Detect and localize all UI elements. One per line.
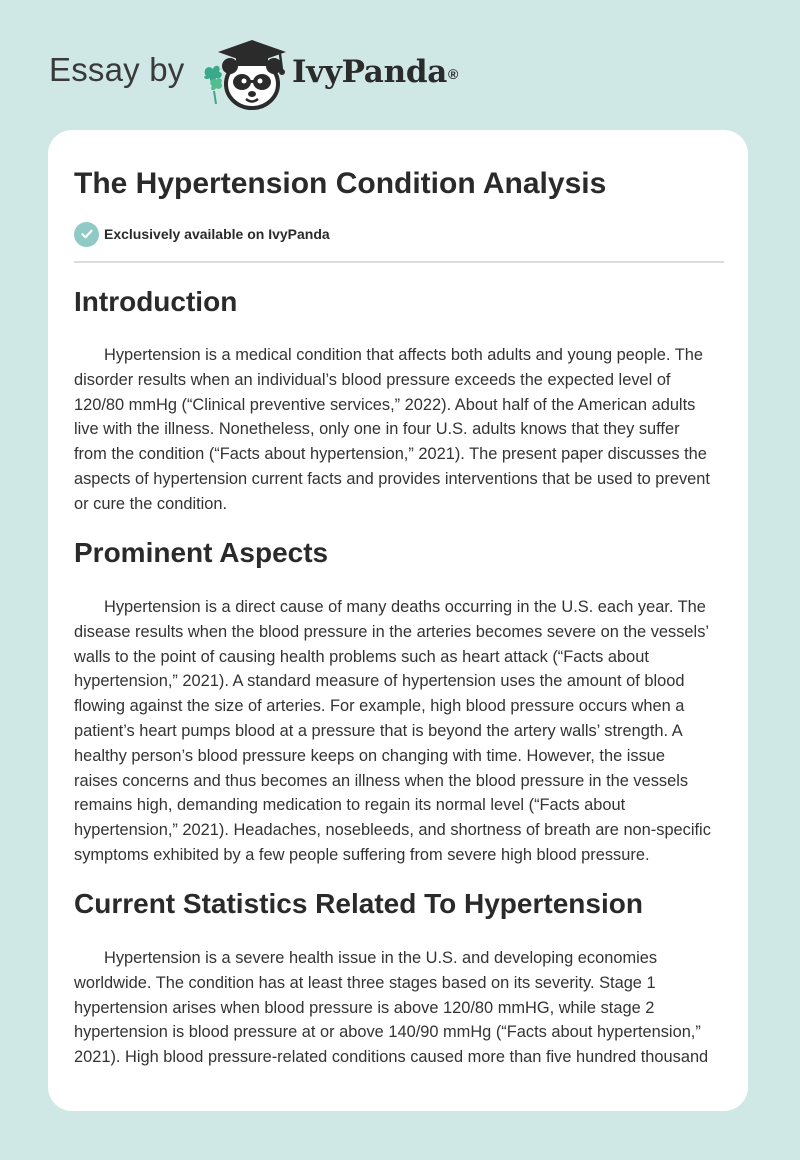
exclusive-badge-text: Exclusively available on IvyPanda — [104, 226, 330, 242]
text-line: 120/80 mmHg (“Clinical preventive services,” 2022). About half of the American adults — [74, 395, 696, 414]
check-circle-icon — [74, 222, 99, 247]
text-line: patient’s heart pumps blood at a pressure that is beyond the artery walls’ strength. A — [74, 721, 683, 740]
text-line: Hypertension is a direct cause of many deaths occurring in the U.S. each year. The — [104, 598, 706, 616]
text-line: disorder results when an individual’s blood pressure exceeds the expected level of — [74, 370, 671, 389]
essay-by-label: Essay by — [49, 51, 185, 88]
text-line: aspects of hypertension current facts and provides interventions that be used to prevent — [74, 469, 710, 488]
text-line: or cure the condition. — [74, 494, 228, 513]
essay-card — [48, 130, 748, 1111]
text-line: symptoms exhibited by a few people suffering from severe high blood pressure. — [74, 845, 650, 864]
text-line: disease results when the blood pressure in the arteries becomes severe on the vessels’ — [74, 622, 710, 641]
text-line: Hypertension is a medical condition that affects both adults and young people. The — [104, 346, 703, 364]
brand-name[interactable] — [292, 52, 458, 92]
paragraph-introduction — [74, 343, 724, 517]
text-line: from the condition (“Facts about hypertension,” 2021). The present paper discusses the — [74, 445, 707, 464]
text-line: hypertension,” 2021). Headaches, nosebleeds, and shortness of breath are non-specific — [74, 821, 711, 840]
section-heading-prominent-aspects: Prominent Aspects — [74, 537, 329, 568]
text-line: flowing against the size of arteries. For example, high blood pressure occurs when a — [74, 697, 685, 716]
exclusive-badge — [74, 221, 330, 247]
registered-mark: ® — [448, 66, 459, 82]
text-line: raises concerns and thus becomes an illness when the blood pressure in the vessels — [74, 771, 689, 790]
page-title: The Hypertension Condition Analysis — [74, 167, 607, 200]
text-line: remains high, demanding medication to regain its normal level (“Facts about — [74, 796, 626, 815]
brand-name-text: IvyPanda — [292, 54, 447, 90]
text-line: Hypertension is a severe health issue in the U.S. and developing economies — [104, 949, 658, 967]
section-heading-current-statistics: Current Statistics Related To Hypertension — [74, 888, 643, 919]
text-line: walls to the point of causing health problems such as heart attack (“Facts about — [74, 647, 649, 666]
paragraph-prominent-aspects — [74, 595, 724, 868]
text-line: hypertension,” 2021). A standard measure of hypertension uses the amount of blood — [74, 672, 685, 691]
text-line: healthy person’s blood pressure keeps on changing with time. However, the issue — [74, 746, 666, 765]
text-line: worldwide. The condition has at least three stages based on its severity. Stage 1 — [74, 973, 656, 992]
ivypanda-panda-logo-icon[interactable] — [200, 36, 292, 112]
paragraph-current-statistics — [74, 946, 724, 1070]
text-line: hypertension is blood pressure at or above 140/90 mmHg (“Facts about hypertension,” — [74, 1023, 701, 1042]
divider — [74, 261, 724, 263]
site-header — [0, 0, 800, 130]
text-line: live with the illness. Nonetheless, only one in four U.S. adults knows that they suffer — [74, 420, 680, 439]
text-line: 2021). High blood pressure-related conditions caused more than five hundred thousand — [74, 1048, 709, 1067]
section-heading-introduction: Introduction — [74, 286, 238, 317]
text-line: hypertension arises when blood pressure is above 120/80 mmHG, while stage 2 — [74, 998, 655, 1017]
